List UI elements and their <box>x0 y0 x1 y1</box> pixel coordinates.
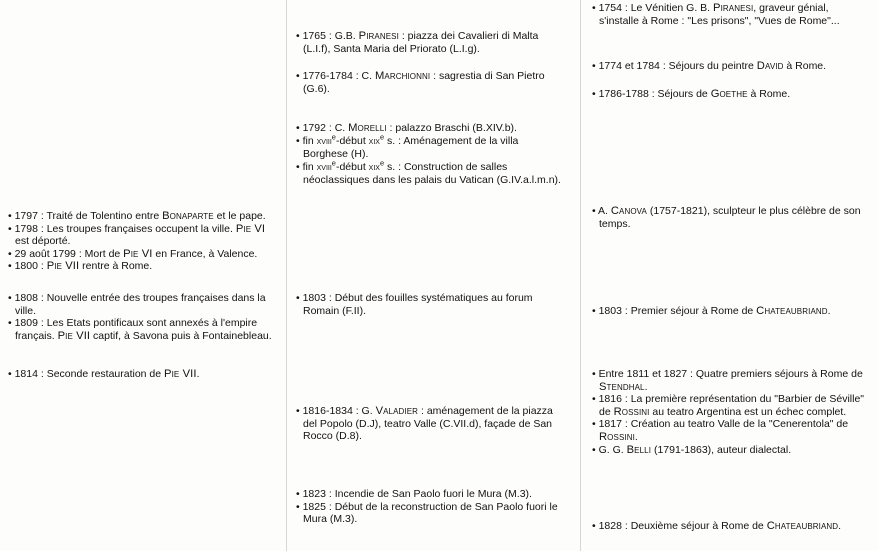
entry-line: • 1754 : Le Vénitien G. B. Piranesi, graveur génial, s'installe à Rome : "Les prisons", "Vues de Rome"... <box>592 2 840 27</box>
column-divider-1 <box>286 0 287 551</box>
entry-line: • 1828 : Deuxième séjour à Rome de Chateaubriand. <box>592 520 842 532</box>
entry-line: • 1814 : Seconde restauration de Pie VII. <box>8 368 200 380</box>
entry-line: • 1803 : Début des fouilles systématiques au forum Romain (F.II). <box>296 292 533 317</box>
chronology-entry <box>296 122 566 187</box>
chronology-entry <box>296 488 566 526</box>
chronology-entry <box>8 292 276 342</box>
chronology-entry <box>592 205 870 230</box>
chronology-entry <box>8 210 276 273</box>
chronology-entry <box>592 520 870 533</box>
column-divider-2 <box>580 0 581 551</box>
entry-line: • 1808 : Nouvelle entrée des troupes françaises dans la ville. <box>8 292 266 317</box>
entry-line: • 1786-1788 : Séjours de Goethe à Rome. <box>592 88 791 100</box>
entry-line: • 1776-1784 : C. Marchionni : sagrestia di San Pietro (G.6). <box>296 70 545 95</box>
chronology-entry <box>592 2 870 27</box>
chronology-entry <box>592 88 870 101</box>
entry-line: • 1803 : Premier séjour à Rome de Chateaubriand. <box>592 305 831 317</box>
chronology-entry <box>592 60 870 73</box>
entry-line: • A. Canova (1757-1821), sculpteur le plus célèbre de son temps. <box>592 205 861 230</box>
entry-line: • 1797 : Traité de Tolentino entre Bonaparte et le pape. <box>8 210 266 222</box>
entry-line: • 1817 : Création au teatro Valle de la "Cenerentola" de Rossini. <box>592 418 849 443</box>
architecture-column <box>296 0 566 551</box>
entry-line: • 29 août 1799 : Mort de Pie VI en France, à Valence. <box>8 247 258 260</box>
entry-line: • 1765 : G.B. Piranesi : piazza dei Cavalieri di Malta (L.I.f), Santa Maria del Priorato (L.I.g). <box>296 30 539 55</box>
entry-line: • 1823 : Incendie de San Paolo fuori le Mura (M.3). <box>296 488 532 500</box>
entry-line: • fin xviii$^e$-début xix$^e$ s. : Construction de salles néoclassiques dans les palais du Vatican (G.IV.a.l.m.n). <box>296 158 561 187</box>
chronology-entry <box>296 405 566 443</box>
chronology-entry <box>296 30 566 55</box>
chronology-entry <box>592 368 870 456</box>
entry-line: • 1816 : La première représentation du "Barbier de Séville" de Rossini au teatro Argentina est un échec complet. <box>592 393 865 418</box>
entry-line: • 1792 : C. Morelli : palazzo Braschi (B.XIV.b). <box>296 122 517 134</box>
history-column <box>8 0 276 551</box>
entry-line: • 1798 : Les troupes françaises occupent la ville. Pie VI est déporté. <box>8 222 266 248</box>
entry-line: • 1825 : Début de la reconstruction de San Paolo fuori le Mura (M.3). <box>296 500 558 526</box>
entry-line: • 1774 et 1784 : Séjours du peintre David à Rome. <box>592 60 827 72</box>
entry-line: • 1809 : Les Etats pontificaux sont annexés à l'empire français. Pie VII captif, à Savona puis à Fontainebleau. <box>8 317 272 342</box>
entry-line: • G. G. Belli (1791-1863), auteur dialectal. <box>592 443 792 456</box>
chronology-entry <box>296 292 566 317</box>
chronology-entry <box>8 368 276 381</box>
arts-letters-column <box>592 0 870 551</box>
entry-line: • Entre 1811 et 1827 : Quatre premiers séjours à Rome de Stendhal. <box>592 368 863 393</box>
entry-line: • 1800 : Pie VII rentre à Rome. <box>8 260 153 273</box>
chronology-entry <box>592 305 870 318</box>
chronology-entry <box>296 70 566 95</box>
entry-line: • 1816-1834 : G. Valadier : aménagement de la piazza del Popolo (D.J), teatro Valle (C.VII.d), façade de San Rocco (D.8). <box>296 405 553 443</box>
entry-line: • fin xviii$^e$-début xix$^e$ s. : Aménagement de la villa Borghese (H). <box>296 132 519 161</box>
